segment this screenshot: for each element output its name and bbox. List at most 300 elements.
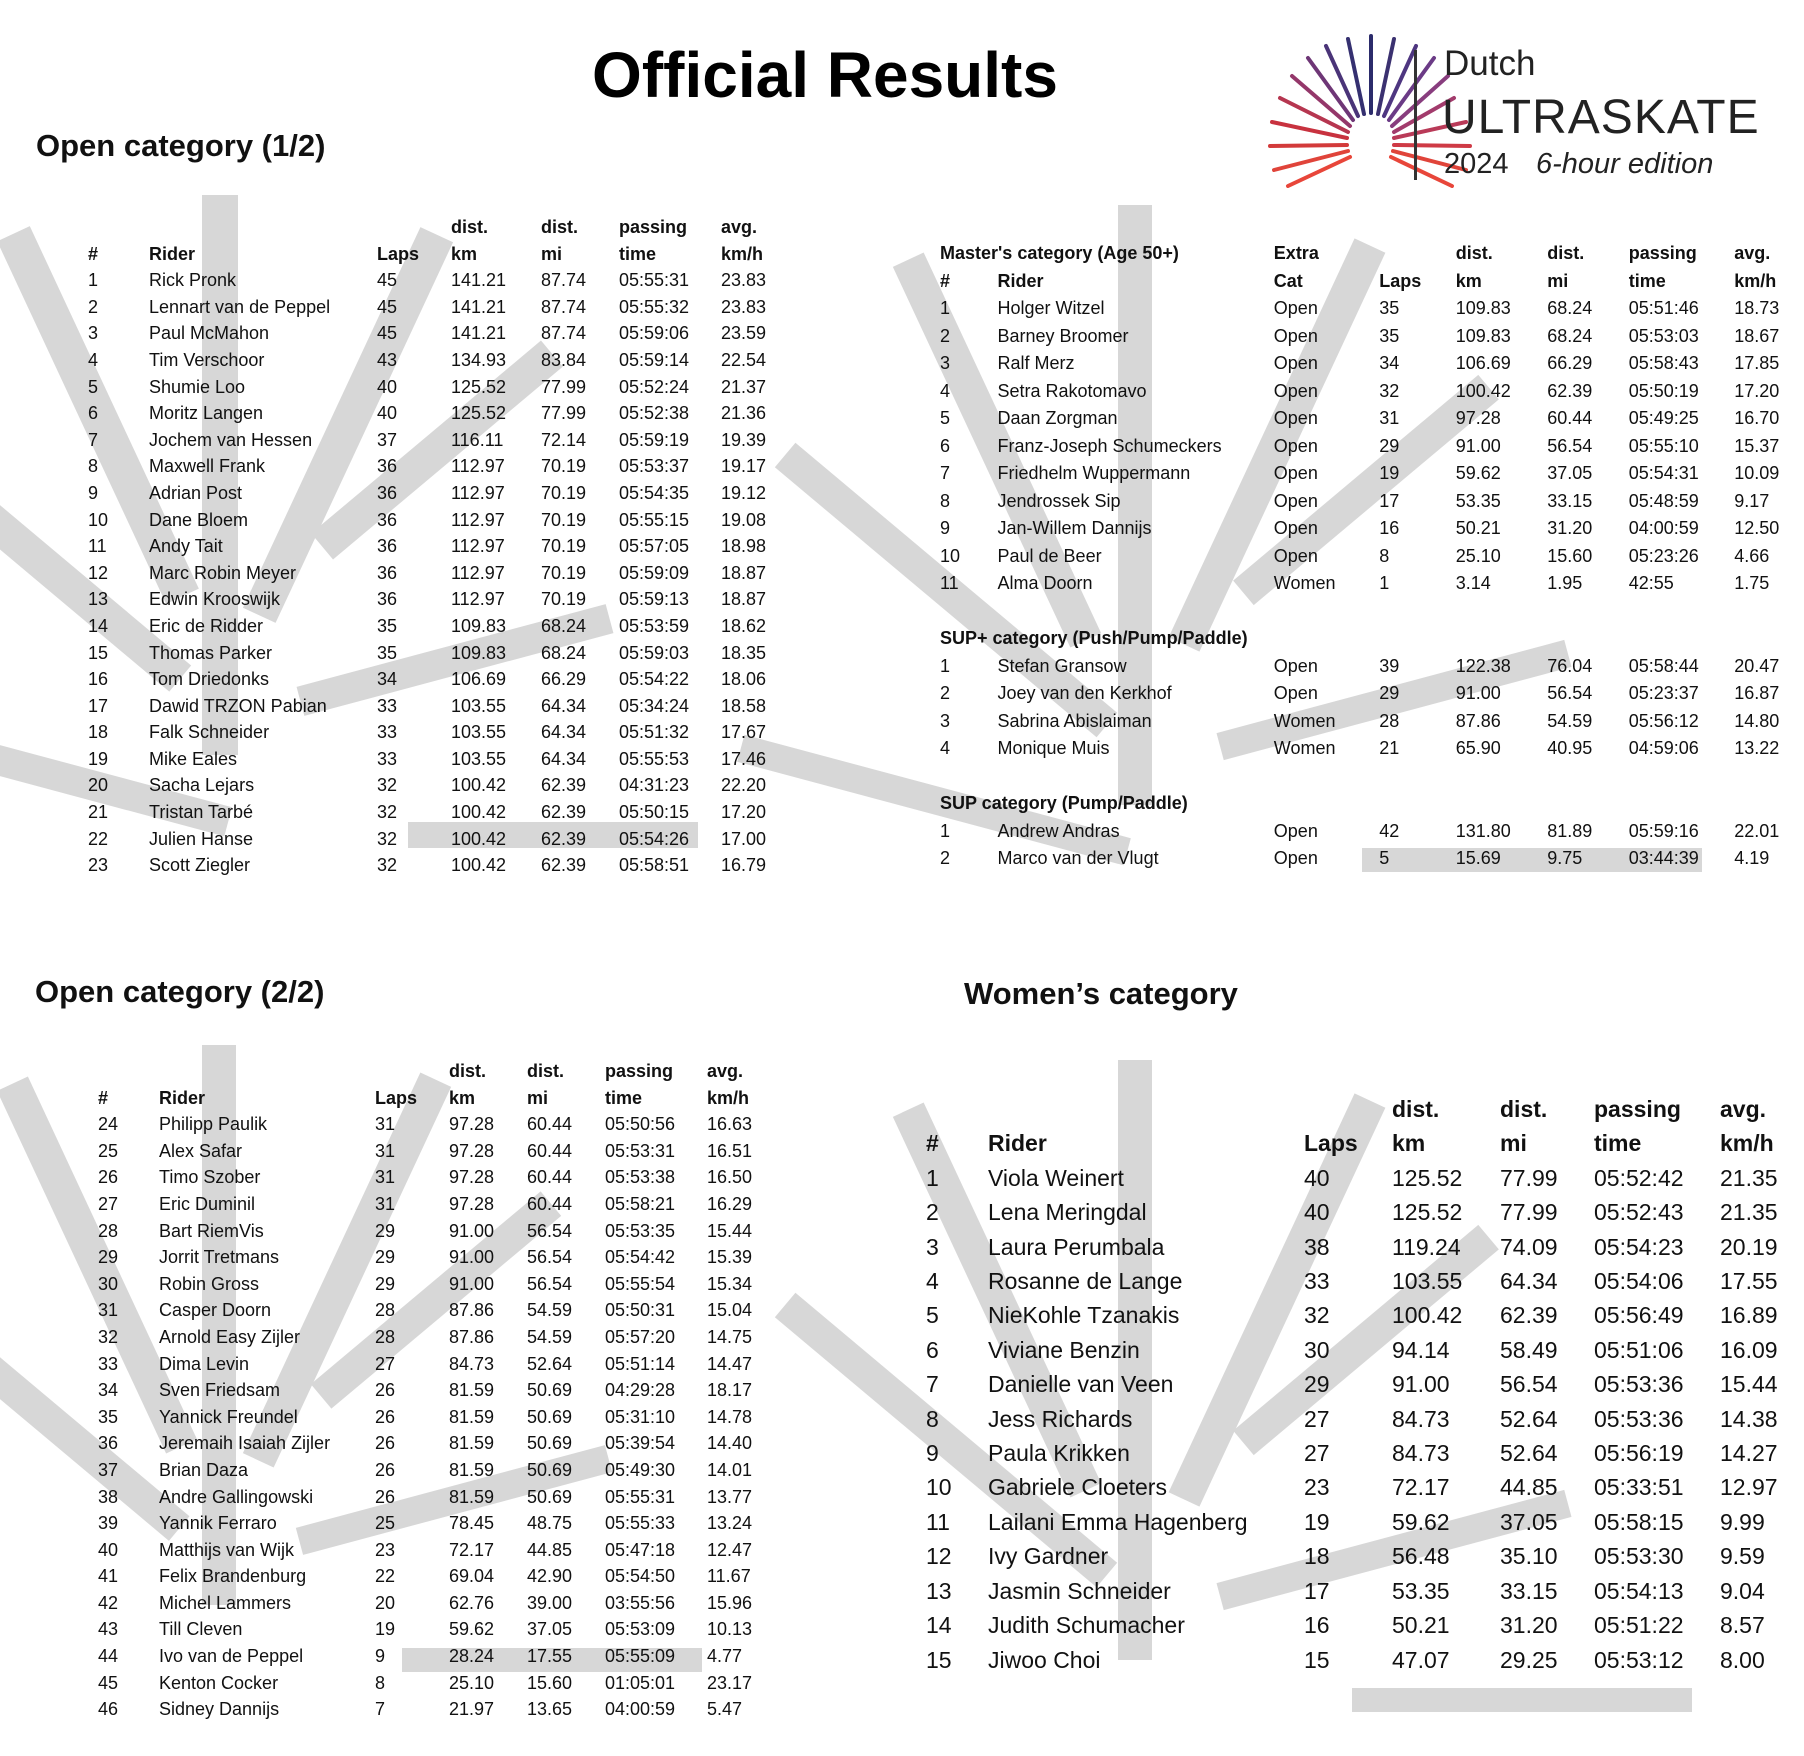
table-cell: 7: [375, 1699, 386, 1720]
table-cell: Till Cleven: [159, 1619, 243, 1640]
table-cell: 27: [98, 1193, 119, 1214]
table-cell: Open: [1273, 298, 1318, 318]
table-cell: 10.09: [1734, 463, 1780, 483]
table-cell: 05:53:37: [619, 456, 690, 477]
table-cell: 2: [926, 1199, 939, 1226]
table-cell: 22.01: [1734, 820, 1780, 841]
table-cell: 77.99: [541, 376, 587, 397]
table-row: [88, 772, 791, 799]
table-cell: 14.47: [707, 1353, 753, 1374]
header-dist-mi: dist.: [527, 1061, 565, 1081]
table-cell: 7: [926, 1371, 939, 1398]
table-cell: 11: [88, 536, 107, 557]
table-cell: 28: [375, 1326, 396, 1347]
table-cell: 11.67: [707, 1566, 751, 1587]
table-cell: 68.24: [541, 642, 587, 663]
table-cell: 22.20: [721, 775, 767, 796]
table-cell: 103.55: [451, 722, 507, 743]
table-cell: 112.97: [451, 509, 505, 530]
table-cell: 37: [377, 429, 398, 450]
table-row: [88, 826, 791, 853]
table-cell: 05:50:56: [605, 1114, 676, 1135]
table-row: [98, 1404, 777, 1431]
table-cell: 05:55:33: [605, 1513, 676, 1534]
table-cell: Ivy Gardner: [988, 1543, 1109, 1570]
table-cell: Sacha Lejars: [149, 775, 255, 796]
table-cell: 05:53:36: [1594, 1371, 1684, 1398]
table-cell: 2: [940, 683, 951, 703]
table-cell: 66.29: [1547, 353, 1593, 373]
table-cell: 05:52:43: [1594, 1199, 1684, 1226]
table-cell: 45: [377, 323, 398, 344]
table-cell: 72.17: [449, 1539, 495, 1560]
table-cell: 03:55:56: [605, 1592, 676, 1613]
table-cell: 35: [98, 1406, 119, 1427]
table-cell: 05:39:54: [605, 1433, 676, 1454]
table-cell: 26: [375, 1486, 396, 1507]
table-cell: 84.73: [1392, 1405, 1450, 1432]
table-cell: 70.19: [541, 589, 587, 610]
table-cell: 97.28: [449, 1140, 495, 1161]
header-time: time: [1628, 270, 1666, 291]
table-cell: 05:53:09: [605, 1619, 676, 1640]
table-cell: 05:51:06: [1594, 1336, 1684, 1363]
table-cell: 14.40: [707, 1433, 753, 1454]
table-cell: 42: [98, 1592, 119, 1613]
table-cell: 29: [1379, 435, 1400, 456]
table-cell: Adrian Post: [149, 482, 243, 503]
table-cell: 6: [926, 1336, 939, 1363]
table-cell: Casper Doorn: [159, 1300, 272, 1321]
table-cell: Setra Rakotomavo: [997, 380, 1147, 401]
table-cell: 109.83: [451, 615, 507, 636]
table-cell: 9.17: [1734, 490, 1770, 511]
header-dist-km: dist.: [451, 217, 489, 237]
table-cell: 05:51:46: [1628, 298, 1699, 318]
table-cell: 23: [375, 1539, 396, 1560]
table-cell: Thomas Parker: [149, 642, 273, 663]
header-time: time: [1594, 1130, 1642, 1157]
masters-category-title: Master's category (Age 50+): [940, 243, 1179, 263]
table-cell: 15.60: [1547, 545, 1593, 566]
table-cell: 35: [377, 642, 398, 663]
table-cell: 35.10: [1500, 1543, 1558, 1570]
table-cell: 19.08: [721, 509, 767, 530]
header-laps: Laps: [377, 243, 420, 264]
table-cell: 14: [926, 1612, 952, 1639]
table-cell: 19: [1379, 463, 1400, 483]
table-cell: 40: [377, 403, 398, 424]
table-cell: 05:54:22: [619, 669, 690, 690]
spacer-row: [940, 763, 1804, 791]
table-cell: 23: [1304, 1474, 1330, 1501]
table-cell: Falk Schneider: [149, 722, 270, 743]
table-cell: 05:55:15: [619, 509, 690, 530]
table-cell: 25.10: [449, 1672, 495, 1693]
header-dist-km: dist.: [1455, 243, 1493, 263]
table-cell: 59.62: [449, 1619, 495, 1640]
table-cell: 05:55:31: [619, 270, 690, 291]
table-cell: 17.46: [721, 748, 767, 769]
table-cell: 8.57: [1720, 1612, 1765, 1639]
table-cell: 14: [88, 615, 109, 636]
table-cell: 40.95: [1547, 738, 1593, 758]
table-cell: 2: [88, 296, 99, 317]
table-row: [98, 1111, 777, 1138]
table-cell: Dima Levin: [159, 1353, 250, 1374]
header-laps: Laps: [375, 1087, 418, 1108]
table-cell: 15.69: [1455, 848, 1501, 868]
table-cell: 22.54: [721, 349, 767, 370]
table-cell: 05:53:31: [605, 1140, 676, 1161]
table-cell: 5: [88, 376, 99, 397]
table-cell: 1.75: [1734, 573, 1770, 593]
table-cell: Laura Perumbala: [988, 1233, 1165, 1260]
table-cell: 05:49:30: [605, 1459, 676, 1480]
table-cell: 4.19: [1734, 848, 1770, 868]
table-row: [940, 323, 1804, 351]
table-cell: 05:58:44: [1628, 655, 1699, 676]
table-cell: 05:54:13: [1594, 1577, 1684, 1604]
table-cell: 3: [940, 353, 951, 373]
table-cell: 16.87: [1734, 683, 1780, 703]
table-cell: Viviane Benzin: [988, 1336, 1140, 1363]
table-cell: 46: [98, 1699, 119, 1720]
table-cell: 17: [1379, 490, 1400, 511]
table-cell: Stefan Gransow: [997, 655, 1127, 676]
table-cell: 52.64: [1500, 1440, 1558, 1467]
table-cell: Shumie Loo: [149, 376, 246, 397]
header-laps: Laps: [1379, 270, 1422, 291]
header-rank: #: [98, 1087, 109, 1108]
table-cell: 36: [377, 562, 398, 583]
table-cell: 87.86: [449, 1326, 495, 1347]
table-cell: 41: [98, 1566, 119, 1587]
table-cell: 125.52: [451, 403, 507, 424]
table-cell: 9.04: [1720, 1577, 1765, 1604]
table-cell: 22: [88, 828, 109, 849]
table-cell: 8: [926, 1405, 939, 1432]
table-cell: 91.00: [1455, 435, 1501, 456]
table-cell: 45: [377, 270, 398, 291]
table-cell: 91.00: [1455, 683, 1501, 703]
table-cell: Michel Lammers: [159, 1592, 292, 1613]
table-cell: Brian Daza: [159, 1459, 249, 1480]
table-cell: 05:59:03: [619, 642, 690, 663]
table-cell: Dane Bloem: [149, 509, 249, 530]
table-cell: 40: [98, 1539, 119, 1560]
table-cell: 13.65: [527, 1699, 573, 1720]
table-cell: 77.99: [1500, 1164, 1558, 1191]
table-cell: 30: [98, 1273, 119, 1294]
table-cell: 36: [98, 1433, 119, 1454]
table-cell: 4.77: [707, 1646, 743, 1667]
table-row: [926, 1574, 1804, 1608]
table-cell: Marc Robin Meyer: [149, 562, 297, 583]
table-cell: Daan Zorgman: [997, 408, 1118, 428]
table-cell: 33.15: [1547, 490, 1593, 511]
table-cell: Judith Schumacher: [988, 1612, 1185, 1639]
supplus-category-title: SUP+ category (Push/Pump/Paddle): [940, 628, 1248, 648]
table-row: [940, 845, 1804, 873]
table-cell: 7: [940, 463, 951, 483]
table-row: [98, 1244, 777, 1271]
table-cell: NieKohle Tzanakis: [988, 1302, 1180, 1329]
table-cell: 33: [377, 722, 398, 743]
table-cell: Andy Tait: [149, 536, 223, 557]
table-cell: 15.34: [707, 1273, 753, 1294]
table-cell: Open: [1273, 325, 1318, 346]
header-cat: Cat: [1273, 270, 1303, 291]
table-cell: 53.35: [1392, 1577, 1450, 1604]
table-cell: 100.42: [1392, 1302, 1463, 1329]
table-cell: 125.52: [451, 376, 507, 397]
table-cell: 91.00: [449, 1247, 495, 1268]
table-cell: 15: [1304, 1646, 1330, 1673]
table-cell: 37.05: [1500, 1508, 1558, 1535]
table-row: [98, 1643, 777, 1670]
table-cell: Julien Hanse: [149, 828, 254, 849]
table-cell: 25: [98, 1140, 119, 1161]
table-cell: Open: [1273, 408, 1318, 428]
table-cell: 05:47:18: [605, 1539, 676, 1560]
table-cell: Open: [1273, 490, 1318, 511]
table-cell: 12: [926, 1543, 952, 1570]
table-cell: 05:58:51: [619, 855, 690, 876]
table-cell: 72.14: [541, 429, 587, 450]
table-cell: 9.75: [1547, 848, 1583, 868]
table-cell: Monique Muis: [997, 738, 1110, 758]
table-cell: 05:50:19: [1628, 380, 1699, 401]
table-cell: 37: [98, 1459, 119, 1480]
table-cell: 91.00: [449, 1273, 495, 1294]
table-cell: 17.55: [527, 1646, 573, 1667]
table-row: [88, 507, 791, 534]
table-cell: 97.28: [449, 1167, 495, 1188]
table-cell: 14.80: [1734, 710, 1780, 731]
table-cell: Rosanne de Lange: [988, 1268, 1183, 1295]
table-cell: 16.50: [707, 1167, 753, 1188]
header-mi: mi: [1500, 1130, 1527, 1157]
table-cell: 32: [377, 855, 398, 876]
table-cell: 16.51: [707, 1140, 753, 1161]
table-cell: 70.19: [541, 536, 587, 557]
table-cell: 18.17: [707, 1380, 753, 1401]
table-cell: 29: [375, 1220, 396, 1241]
table-cell: Franz-Joseph Schumeckers: [997, 435, 1222, 456]
table-cell: 70.19: [541, 562, 587, 583]
table-cell: 18.58: [721, 695, 767, 716]
table-cell: Open: [1273, 463, 1318, 483]
table-cell: 33: [377, 695, 398, 716]
table-cell: 131.80: [1455, 820, 1511, 841]
table-cell: 60.44: [1547, 408, 1593, 428]
table-cell: 35: [377, 615, 398, 636]
table-cell: 21.97: [449, 1699, 495, 1720]
table-row: [88, 693, 791, 720]
table-cell: 05:53:35: [605, 1220, 676, 1241]
table-row: [926, 1505, 1804, 1539]
header-avg: avg.: [707, 1061, 744, 1081]
table-cell: 25.10: [1455, 545, 1501, 566]
header-kmh: km/h: [721, 243, 764, 264]
table-cell: 31: [1379, 408, 1400, 428]
table-cell: 5.47: [707, 1699, 743, 1720]
table-header-row: [926, 1126, 1804, 1160]
table-cell: 8: [375, 1672, 386, 1693]
header-rank: #: [926, 1130, 939, 1157]
table-row: [98, 1164, 777, 1191]
table-cell: 28: [1379, 710, 1400, 731]
table-cell: 81.59: [449, 1380, 495, 1401]
table-cell: 05:54:23: [1594, 1233, 1684, 1260]
table-cell: Ralf Merz: [997, 353, 1075, 373]
table-cell: 43: [377, 349, 398, 370]
table-cell: 17.85: [1734, 353, 1780, 373]
table-header-row: [88, 241, 791, 268]
table-cell: 18.73: [1734, 298, 1780, 318]
header-mi: mi: [541, 243, 563, 264]
table-row: [940, 350, 1804, 378]
womens-category-title: Women’s category: [964, 976, 1238, 1011]
table-cell: 32: [98, 1326, 119, 1347]
table-cell: 122.38: [1455, 655, 1511, 676]
table-cell: 01:05:01: [605, 1672, 676, 1693]
table-cell: 70.19: [541, 509, 587, 530]
table-cell: 112.97: [451, 589, 505, 610]
table-cell: 28: [98, 1220, 119, 1241]
table-cell: Matthijs van Wijk: [159, 1539, 295, 1560]
table-cell: Andrew Andras: [997, 820, 1120, 841]
table-cell: 4: [940, 380, 951, 401]
table-cell: 4: [926, 1268, 939, 1295]
table-cell: 100.42: [451, 775, 507, 796]
table-cell: 81.59: [449, 1406, 495, 1427]
table-cell: 10: [926, 1474, 952, 1501]
table-cell: 16: [1379, 518, 1400, 538]
table-cell: 05:54:31: [1628, 463, 1699, 483]
table-cell: 05:58:43: [1628, 353, 1699, 373]
header-dist-mi: dist.: [1500, 1096, 1548, 1122]
table-cell: 05:54:42: [605, 1247, 676, 1268]
table-row: [940, 818, 1804, 846]
table-row: [940, 378, 1804, 406]
table-cell: 05:51:22: [1594, 1612, 1684, 1639]
table-cell: 6: [88, 403, 99, 424]
table-cell: 39: [98, 1513, 119, 1534]
table-cell: 18.67: [1734, 325, 1780, 346]
table-cell: 31: [375, 1167, 396, 1188]
table-row: [98, 1510, 777, 1537]
table-cell: 18.06: [721, 669, 767, 690]
table-row: [88, 533, 791, 560]
table-cell: 81.59: [449, 1459, 495, 1480]
table-cell: 50.69: [527, 1406, 573, 1427]
table-cell: 18.87: [721, 589, 767, 610]
header-mi: mi: [1547, 270, 1569, 291]
table-cell: 05:52:42: [1594, 1164, 1684, 1191]
table-cell: 62.39: [541, 775, 587, 796]
table-row: [940, 488, 1804, 516]
table-cell: Sven Friedsam: [159, 1380, 281, 1401]
table-cell: 29: [1304, 1371, 1330, 1398]
table-cell: 74.09: [1500, 1233, 1558, 1260]
header-passing: passing: [1628, 243, 1697, 263]
header-dist-mi: dist.: [541, 217, 579, 237]
table-cell: 9: [940, 518, 951, 538]
table-cell: 15.04: [707, 1300, 753, 1321]
table-cell: Yannick Freundel: [159, 1406, 298, 1427]
category-heading-row: [940, 790, 1804, 818]
header-rider: Rider: [997, 270, 1044, 291]
table-cell: 4.66: [1734, 545, 1770, 566]
table-cell: 21: [88, 802, 109, 823]
table-cell: 20.19: [1720, 1233, 1778, 1260]
table-cell: 15: [926, 1646, 952, 1673]
table-cell: 29.25: [1500, 1646, 1558, 1673]
header-kmh: km/h: [707, 1087, 750, 1108]
table-cell: 17.55: [1720, 1268, 1778, 1295]
table-header-row: [926, 1092, 1804, 1126]
table-cell: Lena Meringdal: [988, 1199, 1147, 1226]
table-cell: Danielle van Veen: [988, 1371, 1174, 1398]
table-cell: 62.39: [1500, 1302, 1558, 1329]
table-row: [940, 570, 1804, 598]
table-cell: 19: [1304, 1508, 1330, 1535]
table-row: [926, 1195, 1804, 1229]
table-cell: 15.96: [707, 1592, 753, 1613]
table-cell: 38: [98, 1486, 119, 1507]
table-cell: 106.69: [451, 669, 507, 690]
table-cell: Rick Pronk: [149, 270, 237, 291]
open-category-2-table: [98, 1058, 777, 1723]
header-rank: #: [940, 270, 951, 291]
table-row: [88, 719, 791, 746]
table-cell: Edwin Krooswijk: [149, 589, 281, 610]
table-cell: Scott Ziegler: [149, 855, 251, 876]
table-row: [98, 1138, 777, 1165]
logo-divider: [1414, 50, 1417, 180]
table-cell: 112.97: [451, 536, 505, 557]
header-dist-km: dist.: [449, 1061, 487, 1081]
table-cell: 30: [1304, 1336, 1330, 1363]
table-cell: 109.83: [451, 642, 507, 663]
table-row: [98, 1670, 777, 1697]
table-cell: 39: [1379, 655, 1400, 676]
table-cell: 62.39: [541, 802, 587, 823]
table-cell: 56.54: [527, 1247, 573, 1268]
table-header-row: [88, 214, 791, 241]
header-rider: Rider: [988, 1130, 1047, 1157]
table-row: [88, 320, 791, 347]
table-cell: 05:23:26: [1628, 545, 1699, 566]
table-cell: 32: [1379, 380, 1400, 401]
table-cell: Ivo van de Peppel: [159, 1646, 304, 1667]
table-cell: 13: [926, 1577, 952, 1604]
table-cell: 19: [375, 1619, 396, 1640]
table-cell: 05:53:30: [1594, 1543, 1684, 1570]
table-cell: 56.54: [1547, 683, 1593, 703]
table-cell: 37.05: [1547, 463, 1593, 483]
page-title: Official Results: [592, 39, 1058, 111]
table-cell: 18: [1304, 1543, 1330, 1570]
table-cell: 60.44: [527, 1114, 573, 1135]
table-cell: 39.00: [527, 1592, 573, 1613]
table-cell: 03:44:39: [1628, 848, 1699, 868]
table-cell: 81.59: [449, 1433, 495, 1454]
table-cell: Open: [1273, 353, 1318, 373]
table-cell: 70.19: [541, 456, 587, 477]
